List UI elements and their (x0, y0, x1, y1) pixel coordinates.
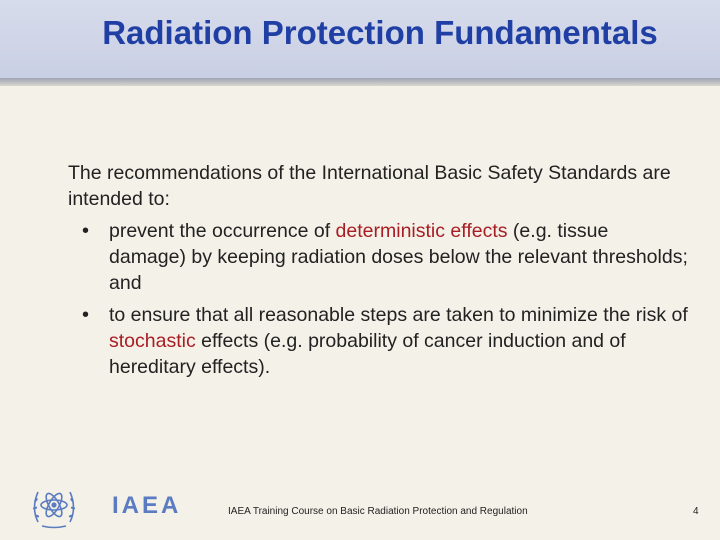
bullet-list (68, 218, 688, 380)
bullet-text-start: prevent the occurrence of (109, 220, 336, 242)
footer-course-title: IAEA Training Course on Basic Radiation Protection and Regulation (228, 506, 528, 517)
deterministic-effects-term: deterministic effects (335, 220, 508, 242)
logo-wordmark: IAEA (112, 492, 182, 519)
stochastic-term: stochastic (109, 330, 196, 352)
bullet-item-stochastic (68, 302, 688, 380)
bullet-text-end: (e.g. tissue damage) by keeping radiation doses below the relevant thresholds; and (109, 220, 688, 294)
page-number: 4 (693, 506, 699, 517)
bullet-marker: • (82, 304, 90, 326)
bullet-text-end: effects (e.g. probability of cancer induction and of hereditary effects). (109, 330, 626, 378)
header-divider (0, 78, 720, 86)
bullet-item-deterministic (68, 218, 688, 296)
intro-text: The recommendations of the International Basic Safety Standards are intended to: (68, 162, 671, 210)
bullet-text-start: to ensure that all reasonable steps are taken to minimize the risk of (109, 304, 688, 326)
slide-title: Radiation Protection Fundamentals (102, 14, 658, 51)
bullet-marker: • (82, 220, 90, 242)
iaea-logo (28, 482, 182, 530)
iaea-atom-laurel-icon (28, 482, 80, 530)
slide-content (68, 160, 688, 386)
